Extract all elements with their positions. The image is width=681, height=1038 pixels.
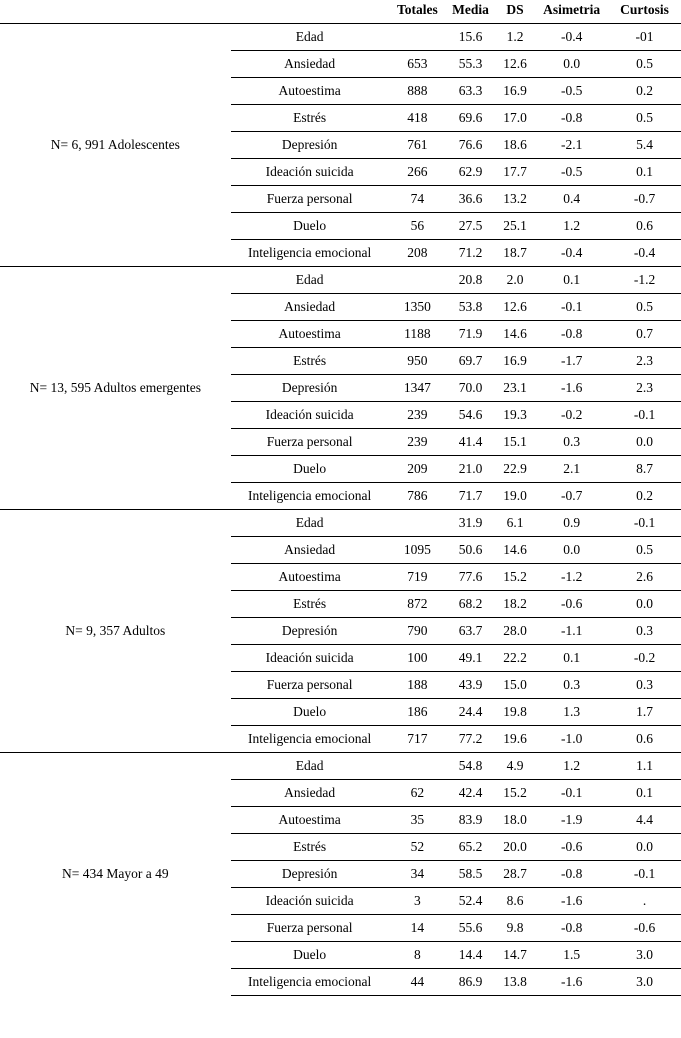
- cell-totales: 3: [389, 888, 447, 915]
- cell-media: 54.6: [446, 402, 495, 429]
- cell-media: 42.4: [446, 780, 495, 807]
- cell-media: 71.2: [446, 240, 495, 267]
- cell-variable: Ideación suicida: [231, 888, 389, 915]
- cell-asimetria: 1.3: [535, 699, 608, 726]
- cell-ds: 19.0: [495, 483, 535, 510]
- cell-ds: 18.0: [495, 807, 535, 834]
- cell-curtosis: 0.7: [608, 321, 681, 348]
- cell-media: 69.7: [446, 348, 495, 375]
- cell-asimetria: 1.2: [535, 213, 608, 240]
- cell-ds: 15.0: [495, 672, 535, 699]
- cell-ds: 23.1: [495, 375, 535, 402]
- cell-asimetria: -1.2: [535, 564, 608, 591]
- cell-curtosis: -0.2: [608, 645, 681, 672]
- column-header-variable: [231, 0, 389, 24]
- cell-totales: 1188: [389, 321, 447, 348]
- cell-curtosis: 0.0: [608, 591, 681, 618]
- cell-ds: 8.6: [495, 888, 535, 915]
- cell-asimetria: -0.8: [535, 321, 608, 348]
- cell-media: 24.4: [446, 699, 495, 726]
- cell-ds: 18.7: [495, 240, 535, 267]
- cell-totales: 266: [389, 159, 447, 186]
- cell-ds: 15.2: [495, 564, 535, 591]
- cell-media: 49.1: [446, 645, 495, 672]
- cell-totales: 14: [389, 915, 447, 942]
- cell-totales: 888: [389, 78, 447, 105]
- cell-ds: 28.7: [495, 861, 535, 888]
- cell-curtosis: -0.1: [608, 861, 681, 888]
- cell-asimetria: -0.6: [535, 591, 608, 618]
- cell-curtosis: 0.0: [608, 429, 681, 456]
- cell-ds: 19.6: [495, 726, 535, 753]
- cell-media: 70.0: [446, 375, 495, 402]
- cell-asimetria: -1.6: [535, 375, 608, 402]
- cell-asimetria: 0.1: [535, 267, 608, 294]
- cell-totales: [389, 267, 447, 294]
- cell-asimetria: -0.6: [535, 834, 608, 861]
- cell-totales: 62: [389, 780, 447, 807]
- cell-variable: Autoestima: [231, 78, 389, 105]
- cell-variable: Fuerza personal: [231, 915, 389, 942]
- cell-curtosis: 0.5: [608, 294, 681, 321]
- cell-asimetria: 0.0: [535, 51, 608, 78]
- cell-asimetria: 1.2: [535, 753, 608, 780]
- cell-variable: Estrés: [231, 834, 389, 861]
- cell-variable: Ideación suicida: [231, 159, 389, 186]
- cell-ds: 15.2: [495, 780, 535, 807]
- cell-ds: 16.9: [495, 78, 535, 105]
- cell-media: 83.9: [446, 807, 495, 834]
- cell-totales: 56: [389, 213, 447, 240]
- cell-ds: 20.0: [495, 834, 535, 861]
- cell-variable: Duelo: [231, 942, 389, 969]
- cell-asimetria: -0.8: [535, 861, 608, 888]
- cell-variable: Fuerza personal: [231, 429, 389, 456]
- cell-curtosis: -0.7: [608, 186, 681, 213]
- cell-media: 15.6: [446, 24, 495, 51]
- group-label-4: N= 434 Mayor a 49: [0, 753, 231, 996]
- cell-curtosis: 1.7: [608, 699, 681, 726]
- cell-totales: 74: [389, 186, 447, 213]
- column-header-group: [0, 0, 231, 24]
- cell-ds: 1.2: [495, 24, 535, 51]
- cell-asimetria: 0.3: [535, 672, 608, 699]
- cell-asimetria: -1.1: [535, 618, 608, 645]
- cell-ds: 15.1: [495, 429, 535, 456]
- cell-variable: Autoestima: [231, 564, 389, 591]
- cell-curtosis: -0.1: [608, 402, 681, 429]
- cell-totales: 418: [389, 105, 447, 132]
- cell-variable: Edad: [231, 24, 389, 51]
- cell-media: 69.6: [446, 105, 495, 132]
- cell-curtosis: 0.0: [608, 834, 681, 861]
- cell-media: 55.6: [446, 915, 495, 942]
- cell-totales: 44: [389, 969, 447, 996]
- cell-asimetria: -0.4: [535, 24, 608, 51]
- cell-curtosis: -0.6: [608, 915, 681, 942]
- cell-curtosis: 0.5: [608, 51, 681, 78]
- cell-media: 77.2: [446, 726, 495, 753]
- cell-asimetria: -0.4: [535, 240, 608, 267]
- cell-ds: 6.1: [495, 510, 535, 537]
- cell-asimetria: 0.0: [535, 537, 608, 564]
- cell-asimetria: 1.5: [535, 942, 608, 969]
- cell-ds: 19.3: [495, 402, 535, 429]
- cell-totales: 52: [389, 834, 447, 861]
- table-row: [0, 267, 681, 294]
- cell-variable: Ideación suicida: [231, 645, 389, 672]
- cell-media: 68.2: [446, 591, 495, 618]
- group-label-1: N= 6, 991 Adolescentes: [0, 24, 231, 267]
- cell-media: 55.3: [446, 51, 495, 78]
- column-header-asimetria: Asimetria: [543, 2, 601, 17]
- cell-media: 71.7: [446, 483, 495, 510]
- cell-media: 76.6: [446, 132, 495, 159]
- cell-ds: 13.2: [495, 186, 535, 213]
- cell-curtosis: 2.6: [608, 564, 681, 591]
- cell-totales: 719: [389, 564, 447, 591]
- cell-variable: Inteligencia emocional: [231, 969, 389, 996]
- cell-asimetria: -0.1: [535, 780, 608, 807]
- cell-ds: 18.6: [495, 132, 535, 159]
- cell-totales: 790: [389, 618, 447, 645]
- cell-variable: Estrés: [231, 105, 389, 132]
- cell-totales: 239: [389, 402, 447, 429]
- cell-variable: Depresión: [231, 375, 389, 402]
- cell-totales: 239: [389, 429, 447, 456]
- table-body: [0, 24, 681, 996]
- cell-variable: Depresión: [231, 861, 389, 888]
- cell-totales: [389, 510, 447, 537]
- cell-asimetria: 2.1: [535, 456, 608, 483]
- cell-ds: 9.8: [495, 915, 535, 942]
- cell-variable: Edad: [231, 510, 389, 537]
- cell-curtosis: -0.4: [608, 240, 681, 267]
- cell-asimetria: 0.1: [535, 645, 608, 672]
- cell-ds: 13.8: [495, 969, 535, 996]
- cell-curtosis: 1.1: [608, 753, 681, 780]
- cell-ds: 28.0: [495, 618, 535, 645]
- cell-ds: 17.0: [495, 105, 535, 132]
- cell-media: 14.4: [446, 942, 495, 969]
- cell-totales: 35: [389, 807, 447, 834]
- cell-variable: Estrés: [231, 348, 389, 375]
- cell-variable: Inteligencia emocional: [231, 483, 389, 510]
- cell-variable: Ideación suicida: [231, 402, 389, 429]
- cell-variable: Inteligencia emocional: [231, 726, 389, 753]
- cell-totales: 761: [389, 132, 447, 159]
- cell-curtosis: -0.1: [608, 510, 681, 537]
- cell-totales: 1095: [389, 537, 447, 564]
- cell-totales: 872: [389, 591, 447, 618]
- cell-media: 43.9: [446, 672, 495, 699]
- cell-curtosis: 0.3: [608, 618, 681, 645]
- cell-variable: Ansiedad: [231, 294, 389, 321]
- cell-ds: 12.6: [495, 294, 535, 321]
- cell-variable: Estrés: [231, 591, 389, 618]
- cell-variable: Fuerza personal: [231, 186, 389, 213]
- cell-variable: Fuerza personal: [231, 672, 389, 699]
- cell-variable: Inteligencia emocional: [231, 240, 389, 267]
- cell-variable: Depresión: [231, 132, 389, 159]
- cell-totales: 34: [389, 861, 447, 888]
- table-header: [0, 0, 681, 24]
- cell-media: 86.9: [446, 969, 495, 996]
- column-header-media: Media: [452, 2, 489, 17]
- table-row: [0, 753, 681, 780]
- cell-variable: Ansiedad: [231, 51, 389, 78]
- cell-curtosis: 4.4: [608, 807, 681, 834]
- cell-media: 71.9: [446, 321, 495, 348]
- cell-curtosis: 2.3: [608, 348, 681, 375]
- cell-ds: 22.9: [495, 456, 535, 483]
- cell-totales: 717: [389, 726, 447, 753]
- cell-media: 21.0: [446, 456, 495, 483]
- cell-totales: 100: [389, 645, 447, 672]
- cell-curtosis: 0.5: [608, 105, 681, 132]
- cell-ds: 19.8: [495, 699, 535, 726]
- cell-curtosis: 0.1: [608, 159, 681, 186]
- cell-variable: Autoestima: [231, 807, 389, 834]
- cell-variable: Duelo: [231, 699, 389, 726]
- table-row: [0, 510, 681, 537]
- cell-media: 53.8: [446, 294, 495, 321]
- cell-asimetria: -0.8: [535, 915, 608, 942]
- cell-asimetria: -1.6: [535, 969, 608, 996]
- cell-media: 62.9: [446, 159, 495, 186]
- cell-ds: 14.7: [495, 942, 535, 969]
- cell-curtosis: 0.1: [608, 780, 681, 807]
- group-label-2: N= 13, 595 Adultos emergentes: [0, 267, 231, 510]
- cell-ds: 18.2: [495, 591, 535, 618]
- cell-curtosis: 0.2: [608, 78, 681, 105]
- cell-variable: Ansiedad: [231, 780, 389, 807]
- cell-media: 58.5: [446, 861, 495, 888]
- cell-curtosis: 2.3: [608, 375, 681, 402]
- cell-asimetria: -0.8: [535, 105, 608, 132]
- cell-media: 63.7: [446, 618, 495, 645]
- cell-asimetria: -1.9: [535, 807, 608, 834]
- cell-curtosis: 8.7: [608, 456, 681, 483]
- cell-asimetria: -0.5: [535, 159, 608, 186]
- cell-curtosis: 5.4: [608, 132, 681, 159]
- cell-media: 77.6: [446, 564, 495, 591]
- cell-curtosis: 0.6: [608, 726, 681, 753]
- cell-variable: Duelo: [231, 456, 389, 483]
- column-header-totales: Totales: [397, 2, 438, 17]
- column-header-curtosis: Curtosis: [620, 2, 669, 17]
- cell-totales: 208: [389, 240, 447, 267]
- column-header-ds: DS: [506, 2, 524, 17]
- cell-ds: 16.9: [495, 348, 535, 375]
- cell-variable: Autoestima: [231, 321, 389, 348]
- cell-asimetria: 0.9: [535, 510, 608, 537]
- cell-curtosis: .: [608, 888, 681, 915]
- cell-media: 52.4: [446, 888, 495, 915]
- cell-asimetria: -1.6: [535, 888, 608, 915]
- cell-curtosis: -01: [608, 24, 681, 51]
- cell-variable: Ansiedad: [231, 537, 389, 564]
- cell-curtosis: 0.6: [608, 213, 681, 240]
- cell-asimetria: -0.7: [535, 483, 608, 510]
- cell-asimetria: -2.1: [535, 132, 608, 159]
- cell-asimetria: -0.2: [535, 402, 608, 429]
- cell-asimetria: 0.4: [535, 186, 608, 213]
- cell-ds: 2.0: [495, 267, 535, 294]
- cell-media: 27.5: [446, 213, 495, 240]
- cell-asimetria: -0.1: [535, 294, 608, 321]
- cell-curtosis: 0.5: [608, 537, 681, 564]
- cell-curtosis: 0.3: [608, 672, 681, 699]
- cell-variable: Edad: [231, 753, 389, 780]
- group-label-3: N= 9, 357 Adultos: [0, 510, 231, 753]
- cell-curtosis: -1.2: [608, 267, 681, 294]
- cell-media: 63.3: [446, 78, 495, 105]
- cell-totales: 950: [389, 348, 447, 375]
- cell-ds: 17.7: [495, 159, 535, 186]
- cell-ds: 25.1: [495, 213, 535, 240]
- cell-totales: [389, 24, 447, 51]
- cell-totales: 8: [389, 942, 447, 969]
- cell-totales: 786: [389, 483, 447, 510]
- cell-ds: 4.9: [495, 753, 535, 780]
- cell-asimetria: -1.7: [535, 348, 608, 375]
- table-row: [0, 24, 681, 51]
- table-header-row: [0, 0, 681, 24]
- cell-media: 50.6: [446, 537, 495, 564]
- cell-variable: Depresión: [231, 618, 389, 645]
- cell-variable: Duelo: [231, 213, 389, 240]
- cell-ds: 12.6: [495, 51, 535, 78]
- cell-media: 31.9: [446, 510, 495, 537]
- cell-asimetria: -0.5: [535, 78, 608, 105]
- cell-totales: 1350: [389, 294, 447, 321]
- cell-curtosis: 3.0: [608, 942, 681, 969]
- cell-media: 20.8: [446, 267, 495, 294]
- cell-totales: 1347: [389, 375, 447, 402]
- cell-totales: 209: [389, 456, 447, 483]
- cell-curtosis: 0.2: [608, 483, 681, 510]
- cell-curtosis: 3.0: [608, 969, 681, 996]
- cell-asimetria: 0.3: [535, 429, 608, 456]
- cell-variable: Edad: [231, 267, 389, 294]
- cell-totales: 653: [389, 51, 447, 78]
- cell-totales: [389, 753, 447, 780]
- cell-media: 54.8: [446, 753, 495, 780]
- cell-ds: 14.6: [495, 537, 535, 564]
- cell-ds: 14.6: [495, 321, 535, 348]
- cell-media: 65.2: [446, 834, 495, 861]
- cell-ds: 22.2: [495, 645, 535, 672]
- cell-asimetria: -1.0: [535, 726, 608, 753]
- cell-media: 41.4: [446, 429, 495, 456]
- cell-totales: 188: [389, 672, 447, 699]
- cell-media: 36.6: [446, 186, 495, 213]
- cell-totales: 186: [389, 699, 447, 726]
